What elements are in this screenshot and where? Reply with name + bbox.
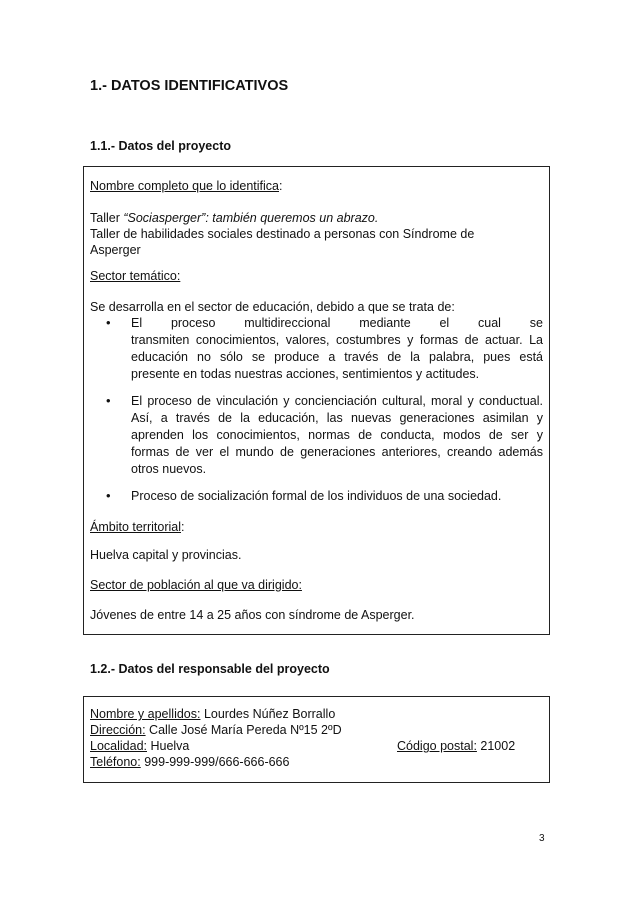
telefono-field: [90, 754, 289, 771]
project-description-line: Taller de habilidades sociales destinado a personas con Síndrome de: [90, 227, 475, 241]
colon: :: [279, 179, 283, 193]
sector-tematico-label: Sector temático:: [90, 269, 181, 283]
bullet-dot-icon: •: [106, 488, 111, 503]
codigo-postal-value: 21002: [476, 739, 516, 753]
nombre-apellidos-field: [90, 706, 335, 723]
localidad-field: [90, 738, 189, 755]
sector-intro: Se desarrolla en el sector de educación, debido a que se trata de:: [90, 300, 455, 314]
project-name-line: [90, 210, 378, 227]
bullet-line: El proceso de vinculación y concienciación cultural, moral y conductual.: [131, 394, 543, 408]
bullet-line: otros nuevos.: [131, 462, 207, 476]
bullet-line: transmiten conocimientos, valores, costumbres y formas de actuar. La: [131, 333, 543, 347]
codigo-postal-label: Código postal:: [397, 739, 477, 753]
direccion-value: Calle José María Pereda Nº15 2ºD: [145, 723, 342, 737]
poblacion-label: Sector de población al que va dirigido:: [90, 578, 302, 592]
bullet-line: presente en todas nuestras acciones, sentimientos y actitudes.: [131, 367, 480, 381]
bullet-line: Proceso de socialización formal de los individuos de una sociedad.: [131, 489, 502, 503]
direccion-label: Dirección:: [90, 723, 146, 737]
bullet-line: El proceso multidireccional mediante el cual se: [131, 316, 543, 330]
localidad-value: Huelva: [147, 739, 190, 753]
bullet-line: educación no sólo se produce a través de la palabra, pues está: [131, 350, 543, 364]
colon: :: [181, 520, 185, 534]
nombre-apellidos-value: Lourdes Núñez Borrallo: [200, 707, 336, 721]
section-title-project: 1.1.- Datos del proyecto: [90, 139, 232, 153]
main-heading: 1.- DATOS IDENTIFICATIVOS: [90, 78, 289, 94]
bullet-line: aprenden los conocimientos, normas de conducta, modos de ser y: [131, 428, 543, 442]
project-description-line: Asperger: [90, 243, 141, 257]
poblacion-value: Jóvenes de entre 14 a 25 años con síndrome de Asperger.: [90, 608, 415, 622]
ambito-value: Huelva capital y provincias.: [90, 548, 242, 562]
codigo-postal-field: [397, 738, 515, 755]
nombre-completo-field: [90, 178, 282, 195]
section-title-responsible: 1.2.- Datos del responsable del proyecto: [90, 662, 330, 676]
nombre-apellidos-label: Nombre y apellidos:: [90, 707, 201, 721]
bullet-dot-icon: •: [106, 393, 111, 408]
bullet-line: formas de ver el mundo de generaciones anteriores, creando además: [131, 445, 543, 459]
bullet-line: Así, a través de la educación, las nuevas generaciones asimilan y: [131, 411, 543, 425]
localidad-label: Localidad:: [90, 739, 147, 753]
page-number: 3: [539, 833, 545, 844]
project-name-italic: “Sociasperger”: también queremos un abrazo.: [123, 211, 379, 225]
ambito-label: Ámbito territorial: [90, 520, 181, 534]
ambito-field: [90, 519, 184, 536]
bullet-dot-icon: •: [106, 315, 111, 330]
telefono-label: Teléfono:: [90, 755, 141, 769]
telefono-value: 999-999-999/666-666-666: [140, 755, 290, 769]
direccion-field: [90, 722, 342, 739]
taller-prefix: Taller: [90, 211, 124, 225]
nombre-completo-label: Nombre completo que lo identifica: [90, 179, 279, 193]
